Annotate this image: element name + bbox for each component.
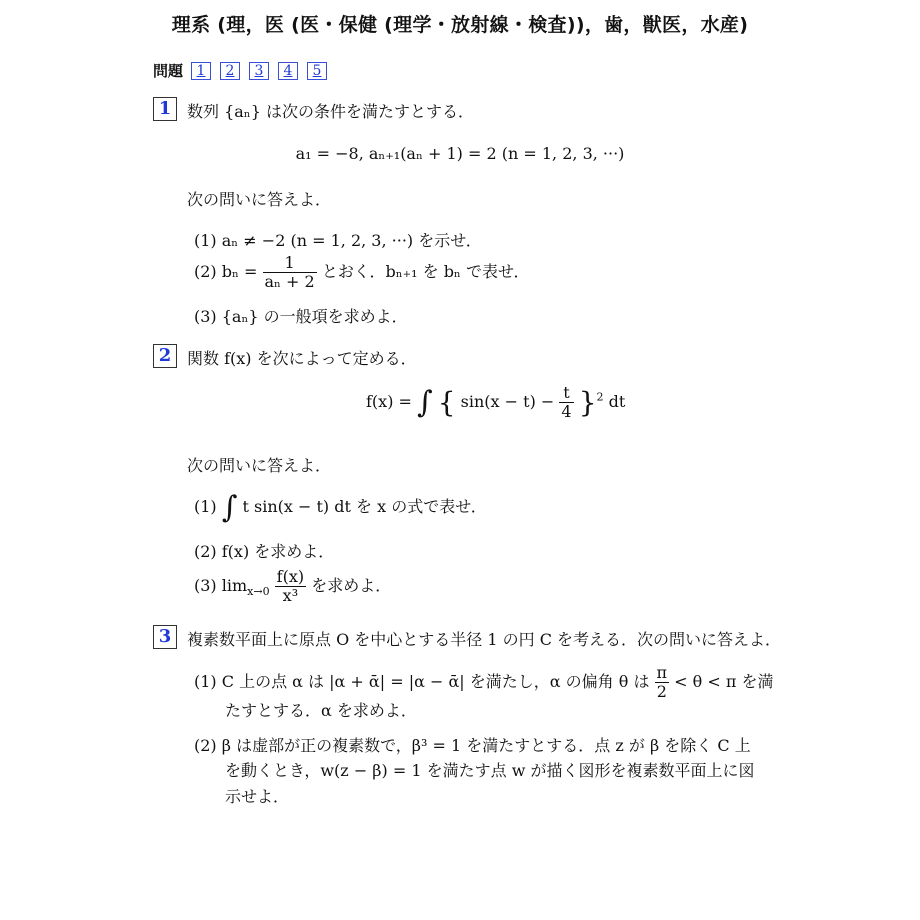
problem-link-2[interactable]: 2 bbox=[220, 62, 240, 80]
page-header: 理系 (理，医 (医・保健 (理学・放射線・検査))，歯，獣医，水産) bbox=[171, 14, 749, 36]
fraction-denominator: 4 bbox=[561, 402, 572, 421]
q2-part-1-pre: (1) bbox=[194, 497, 217, 516]
q3-part-2-line-2: を動くとき，w(z − β) = 1 を満たす点 w が描く図形を複素数平面上に図 bbox=[225, 761, 755, 780]
question-number-3: 3 bbox=[153, 625, 177, 649]
q1-part-2-pre: (2) bₙ = bbox=[194, 262, 258, 281]
q3-part-2-line-1: (2) β は虚部が正の複素数で，β³ = 1 を満たすとする．点 z が β を除く C 上 bbox=[194, 736, 751, 755]
q2-part-1 bbox=[194, 490, 487, 525]
q1-part-3: (3) {aₙ} の一般項を求めよ． bbox=[194, 307, 408, 326]
problem-link-4[interactable]: 4 bbox=[278, 62, 298, 80]
q2-formula bbox=[366, 384, 625, 421]
q2-formula-post: dt bbox=[608, 392, 626, 411]
q1-intro: 数列 {aₙ} は次の条件を満たすとする． bbox=[187, 102, 474, 121]
question-number-2: 2 bbox=[153, 344, 177, 368]
q2-part-3-pre: (3) lim bbox=[194, 576, 248, 595]
q2-formula-fraction bbox=[559, 384, 573, 421]
q2-formula-pre: f(x) = bbox=[366, 392, 412, 411]
integral-sign-icon: ∫ bbox=[417, 385, 433, 420]
q1-part-2-fraction bbox=[263, 254, 317, 291]
question-number-1: 1 bbox=[153, 97, 177, 121]
problem-link-5[interactable]: 5 bbox=[307, 62, 327, 80]
q1-formula: a₁ = −8, aₙ₊₁(aₙ + 1) = 2 (n = 1, 2, 3, ···) bbox=[295, 144, 625, 163]
q3-part-1-post: < θ < π を満 bbox=[674, 672, 774, 691]
fraction-numerator: t bbox=[559, 384, 573, 403]
problem-nav-label: 問題 bbox=[153, 62, 184, 80]
left-brace-icon: { bbox=[437, 386, 456, 419]
problem-link-1[interactable]: 1 bbox=[191, 62, 211, 80]
fraction-denominator: aₙ + 2 bbox=[264, 272, 315, 291]
q2-formula-body: sin(x − t) − bbox=[460, 392, 555, 411]
q3-intro: 複素数平面上に原点 O を中心とする半径 1 の円 C を考える．次の問いに答えよ． bbox=[187, 630, 782, 649]
q1-part-2 bbox=[194, 254, 529, 291]
integral-sign-icon: ∫ bbox=[221, 490, 238, 525]
problem-nav bbox=[153, 60, 336, 81]
q3-part-2-line-3: 示せよ． bbox=[225, 787, 290, 806]
q1-part-2-post: とおく．bₙ₊₁ を bₙ で表せ． bbox=[321, 262, 530, 281]
limit-subscript: x→0 bbox=[247, 585, 270, 599]
q3-part-1-line-1 bbox=[194, 664, 773, 701]
fraction-denominator: 2 bbox=[656, 682, 667, 701]
right-brace-icon: } bbox=[578, 386, 597, 419]
q2-part-2: (2) f(x) を求めよ． bbox=[194, 542, 335, 561]
q3-part-1-pre: (1) C 上の点 α は |α + ᾱ| = |α − ᾱ| を満たし，α の偏角 θ は bbox=[194, 672, 650, 691]
exponent-two: 2 bbox=[596, 390, 604, 404]
q3-part-1-line-2: たすとする．α を求めよ． bbox=[225, 701, 417, 720]
q3-part-1-fraction bbox=[655, 664, 670, 701]
fraction-numerator: 1 bbox=[263, 254, 317, 273]
q2-intro: 関数 f(x) を次によって定める． bbox=[187, 349, 417, 368]
q1-instruction: 次の問いに答えよ． bbox=[187, 190, 332, 209]
q2-part-3-fraction bbox=[275, 568, 306, 605]
fraction-denominator: x³ bbox=[282, 586, 299, 605]
problem-link-3[interactable]: 3 bbox=[249, 62, 269, 80]
q2-part-1-body: t sin(x − t) dt を x の式で表せ． bbox=[242, 497, 487, 516]
q2-instruction: 次の問いに答えよ． bbox=[187, 456, 332, 475]
q2-part-3 bbox=[194, 568, 391, 605]
q1-part-1: (1) aₙ ≠ −2 (n = 1, 2, 3, ···) を示せ． bbox=[194, 231, 482, 250]
fraction-numerator: π bbox=[656, 663, 668, 682]
fraction-numerator: f(x) bbox=[276, 567, 305, 586]
q2-part-3-post: を求めよ． bbox=[311, 576, 392, 595]
